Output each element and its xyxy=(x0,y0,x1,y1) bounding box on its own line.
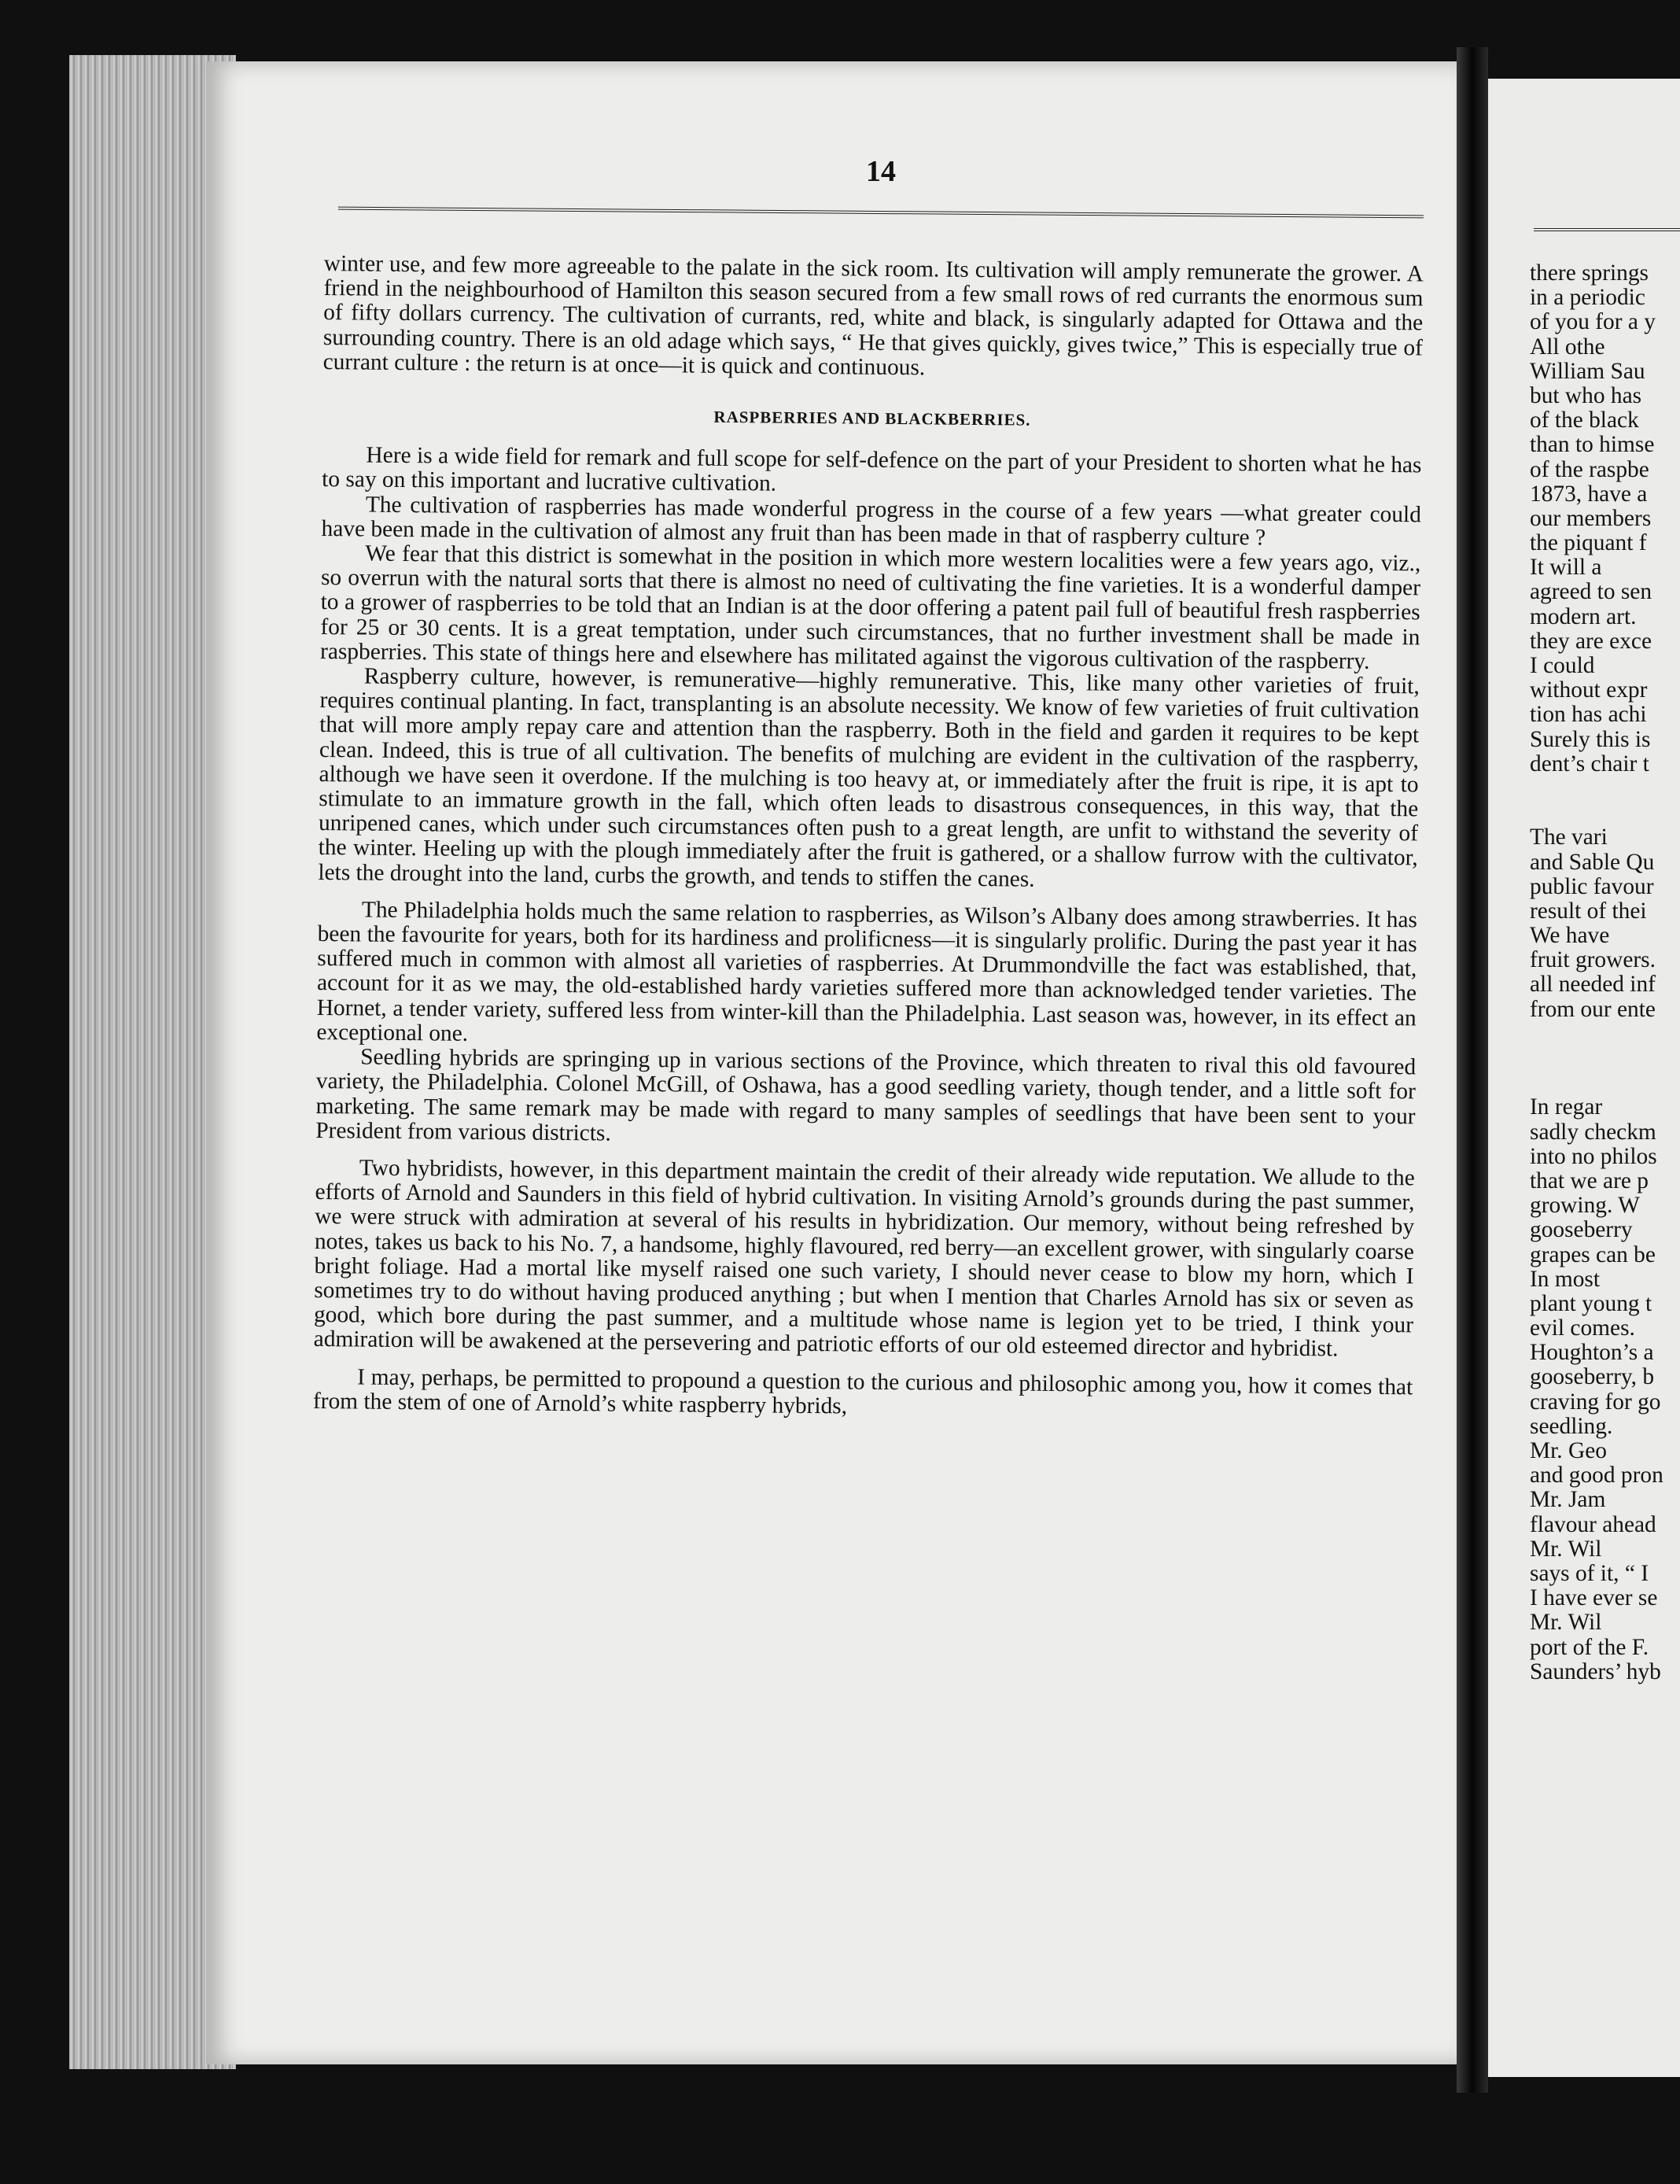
right-page-line xyxy=(1530,777,1680,801)
right-page-line: gooseberry, b xyxy=(1530,1364,1655,1390)
right-page-line: into no philos xyxy=(1530,1143,1657,1169)
right-page-line: port of the F. xyxy=(1530,1634,1649,1660)
right-page-line: dent’s chair t xyxy=(1530,751,1649,777)
paragraph: I may, perhaps, be permitted to propound a question to the curious and philosophic among you, how it comes that from the stem of one of Arnold’s white raspberry hybrids, xyxy=(312,1364,1413,1419)
paragraph: Two hybridists, however, in this department maintain the credit of their already wide reputation. We allude to the efforts of Arnold and Saunders in this field of hybrid cultivation. In visiting Arnold’s grounds during the past summer, we were struck with admiration at several of his results in hybridization. Our memory, without being refreshed by notes, takes us back to his No. 7, a handsome, highly flavoured, red berry—an excellent grower, with singularly coarse bright foliage. Had a mortal like myself raised one such variety, I should never cease to blow my horn, which I sometimes try to do without having produced anything ; but when I mention that Charles Arnold has six or seven as good, which bore during the past summer, and a multitude whose name is legion yet to be tried, I think your admiration will be awakened at the persevering and patriotic efforts of our old esteemed director and hybridist. xyxy=(313,1155,1415,1362)
right-page-line: The vari xyxy=(1530,825,1608,850)
right-page-line: growing. W xyxy=(1530,1193,1640,1219)
right-page-line: grapes can be xyxy=(1530,1241,1656,1267)
paragraph: Seedling hybrids are springing up in various sections of the Province, which threaten to rival this old favoured variety, the Philadelphia. Colonel McGill, of Oshawa, has a good seedling variety, though tender, and a little soft for marketing. The same remark may be made with regard to many samples of seedlings that have been sent to your President from various districts. xyxy=(315,1044,1417,1146)
right-page-line: Saunders’ hyb xyxy=(1530,1658,1661,1684)
right-page-line: tion has achi xyxy=(1530,702,1647,728)
right-page-line: and Sable Qu xyxy=(1530,849,1655,875)
right-page-line: All othe xyxy=(1530,334,1605,360)
right-page-line: In regar xyxy=(1530,1094,1603,1120)
right-page-line: that we are p xyxy=(1530,1168,1649,1193)
paragraph: We fear that this district is somewhat in the position in which more western localities were a few years ago, viz., so overrun with the natural sorts that there is almost no need of cultivating the fine varieties. It is a wonderful damper to a grower of raspberries to be told that an Indian is at the door offering a patent pail full of beautiful fresh raspberries for 25 or 30 cents. It is a great temptation, under such circumstances, that no further investment shall be made in raspberries. This state of things here and elsewhere has militated against the vigorous cultivation of the raspberry. xyxy=(319,540,1421,674)
right-page-line: I could xyxy=(1530,653,1595,678)
right-page-line xyxy=(1530,1022,1680,1046)
right-page-line: plant young t xyxy=(1530,1290,1652,1316)
right-page-text xyxy=(1530,261,1680,1684)
right-page-line: It will a xyxy=(1530,555,1602,581)
right-page-line: Surely this is xyxy=(1530,726,1651,752)
right-page-line: without expr xyxy=(1530,677,1648,703)
right-page-line xyxy=(1530,1046,1680,1071)
right-page-line: Mr. Geo xyxy=(1530,1438,1607,1463)
right-page-line: sadly checkm xyxy=(1530,1119,1656,1145)
right-page-line xyxy=(1530,1071,1680,1095)
right-page-line: In most xyxy=(1530,1266,1600,1292)
right-page-line: the piquant f xyxy=(1530,530,1647,556)
section-heading: RASPBERRIES AND BLACKBERRIES. xyxy=(713,407,1031,430)
right-page-line: says of it, “ I xyxy=(1530,1560,1649,1586)
right-page-line: from our ente xyxy=(1530,996,1656,1022)
right-page-line: Mr. Jam xyxy=(1530,1487,1606,1513)
right-page-line: of you for a y xyxy=(1530,309,1656,335)
right-page-line: 1873, have a xyxy=(1530,481,1648,507)
right-page-line: result of thei xyxy=(1530,898,1647,924)
right-page-line: Mr. Wil xyxy=(1530,1536,1602,1562)
right-page-line: fruit growers. xyxy=(1530,947,1656,973)
right-page-line: gooseberry xyxy=(1530,1217,1633,1243)
left-page-text xyxy=(313,252,1424,1424)
right-page-line: modern art. xyxy=(1530,603,1637,629)
right-page-line: agreed to sen xyxy=(1530,579,1652,605)
right-page-line: there springs xyxy=(1530,260,1649,286)
right-header-rule xyxy=(1534,228,1680,231)
right-page-line xyxy=(1530,801,1680,825)
right-page-line: they are exce xyxy=(1530,628,1652,654)
right-page-line: and good pron xyxy=(1530,1463,1663,1489)
right-page-line: in a periodic xyxy=(1530,285,1645,311)
paragraph: The Philadelphia holds much the same relation to raspberries, as Wilson’s Albany does among strawberries. It has been the favourite for years, both for its hardiness and prolificness—it is singularly prolific. During the past year it has suffered much in common with almost all varieties of raspberries. At Drummondville the fact was established, that, account for it as we may, the old-established hardy varieties suffered more than acknowledged tender varieties. The Hornet, a tender variety, suffered less from winter-kill than the Philadelphia. Last season was, however, in its effect an exceptional one. xyxy=(316,897,1418,1046)
right-page-line: all needed inf xyxy=(1530,972,1656,998)
right-page-line: flavour ahead xyxy=(1530,1511,1656,1537)
right-page-line: than to himse xyxy=(1530,432,1655,458)
right-page-line: seedling. xyxy=(1530,1413,1613,1439)
paragraph: winter use, and few more agreeable to the palate in the sick room. Its cultivation will amply remunerate the grower. A friend in the neighbourhood of Hamilton this season secured from a few small rows of red currants the enormous sum of fifty dollars currency. The cultivation of currants, red, white and black, is singularly adapted for Ottawa and the surrounding country. There is an old adage which says, “ He that gives quickly, gives twice,” This is especially true of currant culture : the return is at once—it is quick and continuous. xyxy=(322,251,1424,381)
right-page-line: Mr. Wil xyxy=(1530,1610,1602,1636)
right-page-line: of the raspbe xyxy=(1530,456,1649,482)
book-gutter xyxy=(1457,47,1488,2093)
page-number: 14 xyxy=(866,155,896,188)
right-page-line: evil comes. xyxy=(1530,1315,1635,1341)
right-page-line: I have ever se xyxy=(1530,1585,1658,1611)
right-page-line: of the black xyxy=(1530,408,1639,433)
right-page-line: but who has xyxy=(1530,382,1642,408)
right-page-line: William Sau xyxy=(1530,358,1645,384)
right-page-line: public favour xyxy=(1530,873,1654,899)
paragraph: The cultivation of raspberries has made wonderful progress in the course of a few years —what greater could have been made in the cultivation of almost any fruit than has been made in that of raspberry culture ? xyxy=(321,492,1422,551)
right-page-line: craving for go xyxy=(1530,1389,1661,1415)
paragraph: Raspberry culture, however, is remunerative—highly remunerative. This, like many other varieties of fruit, requires continual planting. In fact, transplanting is an absolute necessity. We know of few varieties of fruit cultivation that will more amply repay care and attention than the raspberry. Both in the field and garden it requires to be kept clean. Indeed, this is true of all cultivation. The benefits of mulching are evident in the cultivation of the raspberry, although we have seen it overdone. If the mulching is too heavy at, or immediately after the fruit is ripe, it is apt to stimulate to an immature growth in the fall, which often leads to disastrous consequences, in this way, that the unripened canes, which under such circumstances often push to a great length, are unfit to withstand the severity of the winter. Heeling up with the plough immediately after the fruit is gathered, or a shallow furrow with the cultivator, lets the drought into the land, curbs the growth, and tends to stiffen the canes. xyxy=(318,663,1420,892)
right-page-line: Houghton’s a xyxy=(1530,1340,1654,1366)
right-page-line: We have xyxy=(1530,923,1610,949)
paragraph: Here is a wide field for remark and full scope for self-defence on the part of your President to shorten what he has to say on this important and lucrative cultivation. xyxy=(322,442,1422,496)
right-page-line: our members xyxy=(1530,505,1652,531)
